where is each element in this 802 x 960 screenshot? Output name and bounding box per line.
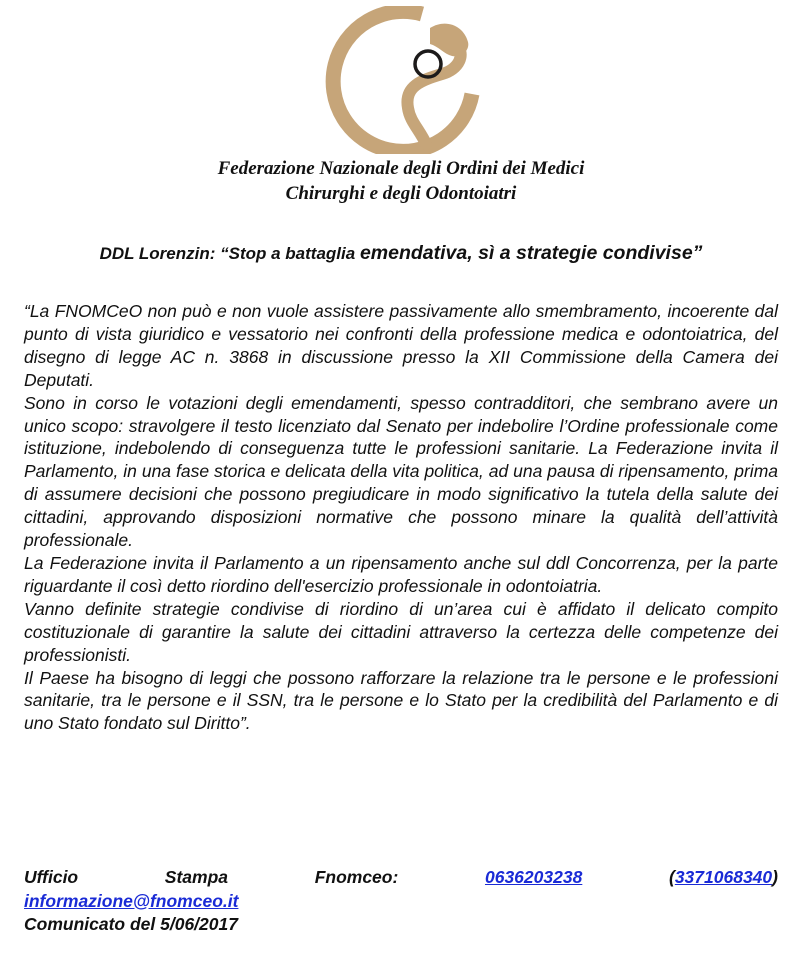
footer-word-stampa: Stampa [164, 867, 229, 887]
title-part-1: DDL Lorenzin: “Stop a battaglia [99, 244, 360, 263]
phone-2-group [669, 866, 778, 890]
body-paragraph: La Federazione invita il Parlamento a un ripensamento anche sul ddl Concorrenza, per la parte riguardante il così detto riordino dell'esercizio professionale in odontoiatria. [24, 552, 778, 596]
organization-name [0, 156, 802, 206]
caduceus-snake-icon [322, 6, 480, 154]
fnomceo-logo [322, 6, 480, 154]
org-line-1: Federazione Nazionale degli Ordini dei Medici [217, 158, 585, 179]
body-paragraph: “La FNOMCeO non può e non vuole assistere passivamente allo smembramento, incoerente dal punto di vista giuridico e vessatorio nei confronti della professione medica e odontoiatrica, del disegno di legge AC n. 3868 in discussione presso la XII Commissione della Camera dei Deputati. [24, 301, 778, 390]
body-paragraph: Il Paese ha bisogno di leggi che possono rafforzare la relazione tra le persone e le professioni sanitarie, tra le persone e il SSN, tra le persone e lo Stato per la credibilità del Parlamento e di uno Stato fondato sul Diritto”. [24, 667, 778, 734]
footer-word-fnomceo: Fnomceo: [314, 867, 399, 887]
release-date: Comunicato del 5/06/2017 [24, 914, 238, 934]
press-release-title [0, 242, 802, 265]
press-office-contacts [24, 866, 778, 937]
body-paragraph: Vanno definite strategie condivise di riordino di un’area cui è affidato il delicato compito costituzionale di garantire la salute dei cittadini attraverso la certezza delle competenze dei professionisti. [24, 598, 778, 665]
org-line-2: Chirurghi e degli Odontoiatri [285, 183, 517, 204]
press-release-body [24, 300, 778, 735]
contact-row [24, 866, 778, 890]
paren-close: ) [772, 867, 778, 887]
body-paragraph: Sono in corso le votazioni degli emendamenti, spesso contradditori, che sembrano avere un unico scopo: stravolgere il testo licenziato dal Senato per indebolire l’Ordine professionale come istituzione, indebolendo di conseguenza tutte le professioni sanitarie. La Federazione invita il Parlamento, in una fase storica e delicata della vita politica, ad una pausa di ripensamento, prima di assumere decisioni che possono pregiudicare in modo significativo la tutela della salute dei cittadini, approvando disposizioni normative che possono minare la qualità dell’attività professionale. [24, 392, 778, 551]
footer-word-ufficio: Ufficio [24, 867, 79, 887]
phone-link-1[interactable]: 0636203238 [484, 867, 583, 887]
phone-link-2[interactable]: 3371068340 [674, 867, 773, 887]
title-part-2: emendativa, sì a strategie condivise” [359, 242, 703, 264]
paren-open: ( [668, 867, 675, 887]
email-link[interactable]: informazione@fnomceo.it [24, 890, 239, 911]
